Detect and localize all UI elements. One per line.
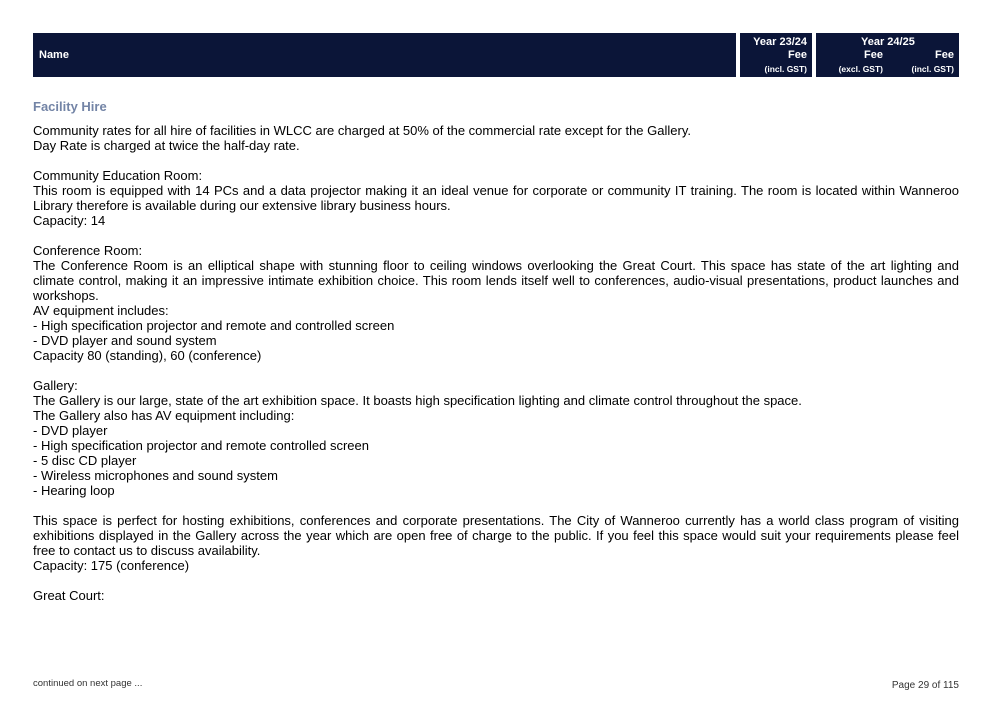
paragraph: - DVD player xyxy=(33,423,108,438)
paragraph: AV equipment includes: xyxy=(33,303,169,318)
paragraph: Capacity: 14 xyxy=(33,213,106,228)
header-year-2324-gst: (incl. GST) xyxy=(764,64,807,74)
header-year-2425-fee-excl: Fee xyxy=(864,49,883,61)
table-header-year-2425 xyxy=(816,33,959,77)
paragraph: Day Rate is charged at twice the half-day rate. xyxy=(33,138,300,153)
paragraph: - DVD player and sound system xyxy=(33,333,217,348)
paragraph: - Wireless microphones and sound system xyxy=(33,468,278,483)
blank-line xyxy=(33,153,959,168)
blank-line xyxy=(33,573,959,588)
facility-description xyxy=(33,123,959,603)
section-title: Facility Hire xyxy=(33,99,107,114)
page-number: Page 29 of 115 xyxy=(891,680,959,691)
paragraph: This space is perfect for hosting exhibitions, conferences and corporate presentations. The City of Wanneroo currently has a world class program of visiting exhibitions displayed in the Gallery across the year which are open free of charge to the public. If you feel this space would suit your requirements please feel free to contact us to discuss availability. xyxy=(33,513,959,558)
header-year-2324-label: Year 23/24 xyxy=(753,36,807,48)
header-year-2425-fee-incl: Fee xyxy=(935,49,954,61)
paragraph: The Conference Room is an elliptical shape with stunning floor to ceiling windows overlooking the Great Court. This space has state of the art lighting and climate control, making it an impressive intimate exhibition choice. This room lends itself well to conferences, audio-visual presentations, product launches and workshops. xyxy=(33,258,959,303)
paragraph: Community Education Room: xyxy=(33,168,203,183)
paragraph: Capacity: 175 (conference) xyxy=(33,558,190,573)
paragraph: Gallery: xyxy=(33,378,78,393)
blank-line xyxy=(33,498,959,513)
header-year-2425-gst-incl: (incl. GST) xyxy=(911,64,954,74)
paragraph: Conference Room: xyxy=(33,243,143,258)
table-header-name xyxy=(33,33,736,77)
paragraph: - High specification projector and remote and controlled screen xyxy=(33,318,395,333)
table-header-year-2324 xyxy=(740,33,812,77)
header-year-2324-fee: Fee xyxy=(788,49,807,61)
paragraph: Great Court: xyxy=(33,588,105,603)
continued-note: continued on next page ... xyxy=(33,678,143,689)
paragraph: The Gallery is our large, state of the art exhibition space. It boasts high specification lighting and climate control throughout the space. xyxy=(33,393,802,408)
paragraph: The Gallery also has AV equipment including: xyxy=(33,408,295,423)
blank-line xyxy=(33,363,959,378)
paragraph: Capacity 80 (standing), 60 (conference) xyxy=(33,348,262,363)
header-year-2425-label: Year 24/25 xyxy=(861,36,915,48)
header-name-label: Name xyxy=(39,49,69,61)
paragraph: This room is equipped with 14 PCs and a data projector making it an ideal venue for corporate or community IT training. The room is located within Wanneroo Library therefore is available during our extensive library business hours. xyxy=(33,183,959,213)
header-year-2425-gst-excl: (excl. GST) xyxy=(838,64,883,74)
paragraph: Community rates for all hire of facilities in WLCC are charged at 50% of the commercial rate except for the Gallery. xyxy=(33,123,691,138)
blank-line xyxy=(33,228,959,243)
paragraph: - Hearing loop xyxy=(33,483,115,498)
paragraph: - High specification projector and remote controlled screen xyxy=(33,438,370,453)
paragraph: - 5 disc CD player xyxy=(33,453,137,468)
